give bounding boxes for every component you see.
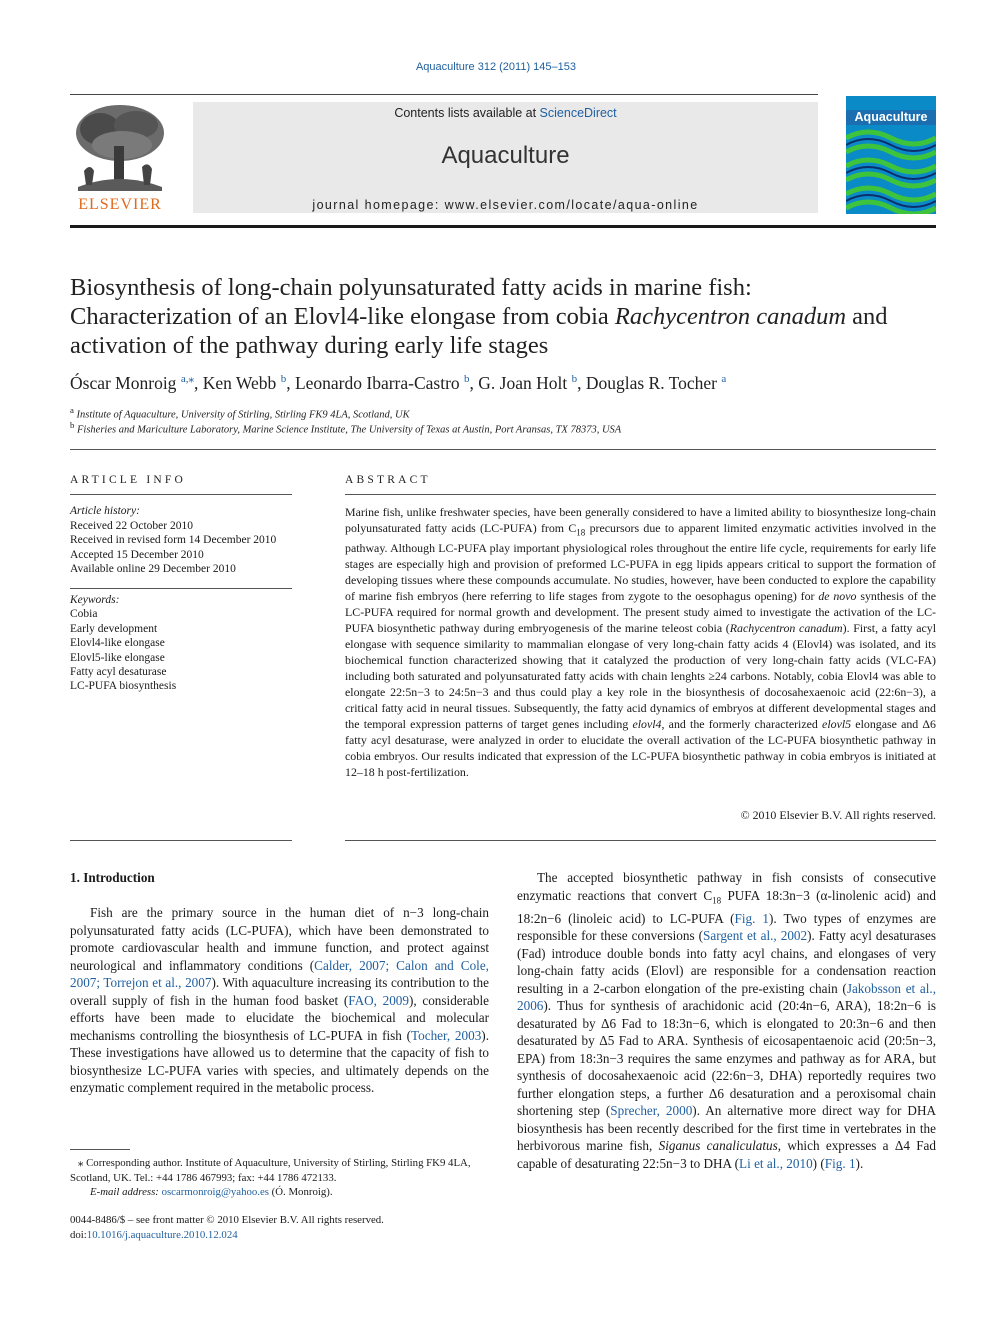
article-info-bottom-rule: [70, 840, 292, 841]
contents-line: [193, 106, 818, 120]
corresponding-author-footnote: [70, 1156, 489, 1200]
article-title: [70, 273, 936, 360]
figure-link[interactable]: Fig. 1: [824, 1155, 856, 1171]
citation-link[interactable]: Li et al., 2010: [739, 1155, 813, 1171]
figure-link[interactable]: Fig. 1: [734, 910, 770, 926]
cover-title: Aquaculture: [846, 110, 936, 125]
article-history: [70, 504, 292, 577]
author-email-link[interactable]: oscarmonroig@yahoo.es: [161, 1186, 269, 1198]
abstract-copyright: © 2010 Elsevier B.V. All rights reserved.: [740, 808, 936, 822]
citation-link[interactable]: Sargent et al., 2002: [703, 928, 808, 944]
citation-link[interactable]: Sprecher, 2000: [610, 1103, 693, 1119]
title-line-1: Biosynthesis of long-chain polyunsaturated fatty acids in marine fish:: [70, 274, 752, 301]
affiliation-a: $^a$ Institute of Aquaculture, University of Stirling, Stirling FK9 4LA, Scotland, UK: [70, 405, 410, 421]
header-top-rule: [70, 94, 818, 95]
cover-pattern-icon: [846, 128, 936, 214]
keyword: Elovl5-like elongase: [70, 651, 165, 664]
citation-link[interactable]: Jakobsson et al., 2006: [517, 980, 936, 1014]
intro-paragraph-2: The accepted biosynthetic pathway in fish consists of consecutive enzymatic reactions that convert $C_{18}$ PUFA 18:3n−3 (α-linolenic acid) and 18:2n−6 (linoleic acid) to LC-PUFA (Fig. 1). Two types of enzymes are responsible for these conversions (Sargent et al., 2002). Fatty acyl desaturases (Fad) introduce double bonds into fatty acyl chains, and elongases of very long-chain fatty acids (Elovl) are responsible for a condensation reaction resulting in a 2-carbon elongation of the pre-existing chain (Jakobsson et al., 2006). Thus for synthesis of arachidonic acid (20:4n−6, ARA), 18:2n−6 is desaturated by Δ6 Fad to 18:3n−6, which is elongated to 20:3n−6 and then desaturated by Δ5 Fad to ARA. Synthesis of eicosapentaenoic acid (20:5n−3, EPA) from 18:3n−3 requires the same enzymes and pathway as for ARA, but synthesis of docosahexaenoic acid (22:6n−3, DHA) reportedly requires two further elongation steps, a further Δ6 desaturation and a peroxisomal chain shortening step (Sprecher, 2000). An alternative more direct way for DHA biosynthesis has been recently described for the first time in vertebrates in the herbivorous marine fish, Siganus canaliculatus, which expresses a Δ4 Fad capable of desaturating 22:5n−3 to DHA (Li et al., 2010) (Fig. 1).: [517, 870, 936, 1171]
title-line-2: Characterization of an Elovl4-like elongase from cobia Rachycentron canadum and: [70, 303, 888, 330]
article-info-rule: [70, 494, 292, 495]
email-line: E-mail address: oscarmonroig@yahoo.es (Ó. Monroig).: [90, 1186, 333, 1198]
author-name[interactable]: Leonardo Ibarra-Castro: [294, 372, 460, 393]
author-affiliation-marker[interactable]: b: [571, 373, 578, 385]
abstract-heading: ABSTRACT: [345, 474, 431, 486]
author-name[interactable]: Ken Webb: [202, 372, 277, 393]
section-heading-introduction: 1. Introduction: [70, 870, 155, 885]
abstract-rule: [345, 494, 936, 495]
keyword: Fatty acyl desaturase: [70, 666, 167, 679]
keyword: Elovl4-like elongase: [70, 637, 165, 650]
history-heading: Article history:: [70, 505, 140, 517]
elsevier-wordmark: ELSEVIER: [78, 196, 162, 213]
author-affiliation-marker[interactable]: a: [721, 373, 727, 385]
keywords-block: [70, 593, 292, 694]
elsevier-logo[interactable]: [70, 101, 170, 214]
author-affiliation-marker[interactable]: b: [464, 373, 470, 385]
doi-line: doi:10.1016/j.aquaculture.2010.12.024: [70, 1228, 238, 1241]
journal-citation[interactable]: Aquaculture 312 (2011) 145–153: [415, 61, 577, 73]
affiliation-b: $^b$ Fisheries and Mariculture Laboratory, Marine Science Institute, The University of Texas at Austin, Port Aransas, TX 78373, USA: [70, 420, 622, 436]
keyword: LC-PUFA biosynthesis: [70, 680, 177, 693]
author-name[interactable]: Douglas R. Tocher: [585, 372, 717, 393]
author-list: Óscar Monroig $^{a,⁎}$, Ken Webb $^b$, Leonardo Ibarra-Castro $^b$, G. Joan Holt $^b$, Douglas R. Tocher $^a$: [70, 372, 727, 393]
keyword: Cobia: [70, 608, 98, 621]
doi-link[interactable]: 10.1016/j.aquaculture.2010.12.024: [86, 1228, 238, 1241]
header-thick-rule: [70, 225, 936, 228]
citation-link[interactable]: Calder, 2007; Calon and Cole, 2007; Torrejon et al., 2007: [70, 957, 489, 990]
history-online: Available online 29 December 2010: [70, 563, 236, 575]
history-accepted: Accepted 15 December 2010: [70, 548, 204, 561]
footnote-rule: [70, 1149, 130, 1150]
front-matter-text: 0044-8486/$ – see front matter © 2010 Elsevier B.V. All rights reserved.: [70, 1214, 384, 1226]
author-name[interactable]: G. Joan Holt: [478, 372, 568, 393]
corresponding-author-text: ⁎ Corresponding author. Institute of Aquaculture, University of Stirling, Stirling FK9 4LA, Scotland, UK. Tel.: +44 1786 467993; fax: +44 1786 472133.: [70, 1157, 471, 1184]
history-received: Received 22 October 2010: [70, 519, 193, 532]
species-name: Rachycentron canadum: [614, 303, 847, 330]
article-info-heading: ARTICLE INFO: [70, 474, 186, 486]
journal-cover-thumbnail[interactable]: [846, 96, 936, 214]
keyword: Early development: [70, 622, 158, 635]
author-affiliation-marker[interactable]: b: [280, 373, 287, 385]
article-info-rule-2: [70, 588, 292, 589]
abstract-text: Marine fish, unlike freshwater species, have been generally considered to have a limited ability to biosynthesize long-chain polyunsaturated fatty acids (LC-PUFA) from $C_{18}$ precursors due to apparent limited enzymatic activities involved in the pathway. Although LC-PUFA play important physiological roles throughout the entire life cycle, requirements for early life stages are especially high and provision of preformed LC-PUFA in egg lipids appears critical to support the formation of developing tissues where these compounds accumulate. No studies, however, have been conducted to explore the capability of marine fish embryos (here referring to life stages from zygote to the oesophagus opening) for de novo synthesis of the LC-PUFA required for normal growth and development. The present study aimed to investigate the activation of the LC-PUFA biosynthetic pathway during embryogenesis of the marine teleost cobia (Rachycentron canadum). First, a fatty acyl elongase with sequence similarity to mammalian elongase of very long-chain fatty acids 4 (Elovl4) was isolated, and its biochemical function characterized showing that it catalyzed the production of very long-chain fatty acids (VLC-FA) including both saturated and polyunsaturated fatty acids with chain lenghts ≥24 carbons. Notably, cobia Elovl4 was able to elongate 22:5n−3 to 24:5n−3 and thus could play a key role in the biosynthesis of docosahexaenoic acid (22:6n−3), a critical fatty acid in neural tissues. Subsequently, the fatty acid dynamics of embryos at different developmental stages and the temporal expression patterns of target genes including elovl4, and the formerly characterized elovl5 elongase and Δ6 fatty acyl desaturase, were analyzed in order to elucidate the overall activation of the LC-PUFA biosynthetic pathway in cobia embryos. Our results indicated that expression of the LC-PUFA biosynthetic pathway in cobia embryos is initiated at 12–18 h post-fertilization.: [345, 505, 937, 780]
keywords-heading: Keywords:: [70, 594, 120, 606]
sciencedirect-link[interactable]: ScienceDirect: [539, 106, 617, 120]
front-matter: [70, 1213, 489, 1242]
author-name[interactable]: Óscar Monroig: [70, 372, 177, 393]
contents-prefix: Contents lists available at: [394, 106, 540, 120]
author-affiliation-marker[interactable]: a,⁎: [180, 373, 194, 385]
history-revised: Received in revised form 14 December 2010: [70, 534, 277, 546]
intro-paragraph-1: Fish are the primary source in the human diet of n−3 long-chain polyunsaturated fatty acids (LC-PUFA), which have been demonstrated to promote cardiovascular health and immune function, and protect against neurological and inflammatory conditions (Calder, 2007; Calon and Cole, 2007; Torrejon et al., 2007). With aquaculture increasing its contribution to the overall supply of fish in the human food basket (FAO, 2009), considerable efforts have been made to elucidate the biochemical and molecular mechanisms controlling the biosynthesis of LC-PUFA in fish (Tocher, 2003). These investigations have allowed us to determine that the capacity of fish to biosynthesize LC-PUFA varies with species, and ultimately depends on the enzymatic complement required in the metabolic process.: [70, 905, 489, 1095]
title-line-3: activation of the pathway during early life stages: [70, 332, 549, 359]
citation-link[interactable]: Tocher, 2003: [410, 1027, 482, 1043]
journal-name[interactable]: Aquaculture: [441, 142, 570, 169]
citation-link[interactable]: FAO, 2009: [348, 992, 409, 1008]
journal-homepage-link[interactable]: journal homepage: www.elsevier.com/locate/aqua-online: [312, 198, 699, 212]
title-divider: [70, 449, 936, 450]
abstract-bottom-rule: [345, 840, 936, 841]
